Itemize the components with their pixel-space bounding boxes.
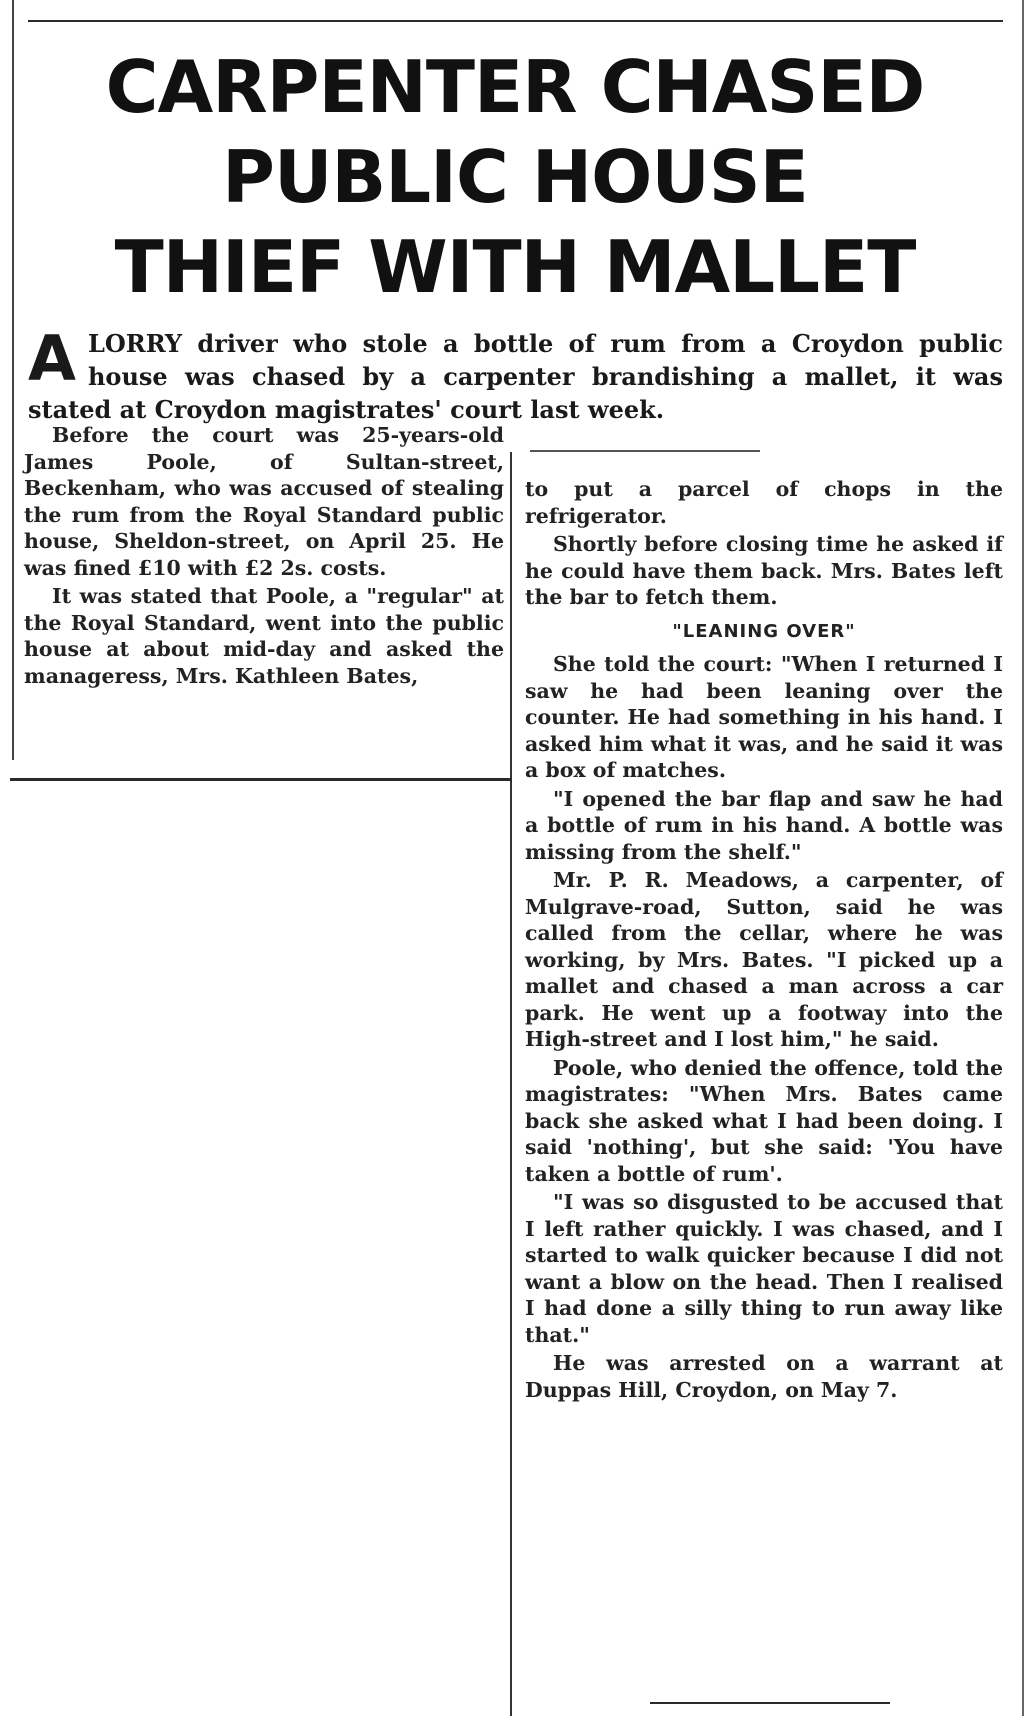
paragraph: "I opened the bar flap and saw he had a bottle of rum in his hand. A bottle was missing from the shelf." [525, 786, 1003, 864]
left-border [12, 0, 14, 760]
intro-paragraph [28, 322, 1003, 426]
right-column [525, 476, 1003, 1405]
paragraph: He was arrested on a warrant at Duppas Hill, Croydon, on May 7. [525, 1351, 1003, 1402]
paragraph: "I was so disgusted to be accused that I left rather quickly. I was chased, and I started to walk quicker because I did not want a blow on the head. Then I realised I had done a silly thing to run away like that." [525, 1190, 1003, 1347]
headline-line-3: THIEF WITH MALLET [114, 225, 916, 309]
headline [20, 42, 1010, 312]
paragraph: Before the court was 25-years-old James Poole, of Sultan-street, Beckenham, who was accused of stealing the rum from the Royal Standard public house, Sheldon-street, on April 25. He was fined £10 with £2 2s. costs. [24, 423, 504, 580]
paragraph: It was stated that Poole, a "regular" at the Royal Standard, went into the public house at about mid-day and asked the manageress, Mrs. Kathleen Bates, [24, 584, 504, 688]
right-page-border [1022, 0, 1024, 1716]
paragraph: She told the court: "When I returned I saw he had been leaning over the counter. He had something in his hand. I asked him what it was, and he said it was a box of matches. [525, 652, 1003, 782]
paragraph: Mr. P. R. Meadows, a carpenter, of Mulgrave-road, Sutton, said he was called from the cellar, where he was working, by Mrs. Bates. "I picked up a mallet and chased a man across a car park. He went up a footway into the High-street and I lost him," he said. [525, 868, 1003, 1051]
column-separator-short [530, 450, 760, 452]
top-rule [28, 20, 1003, 22]
drop-cap: A [28, 322, 76, 395]
paragraph: Shortly before closing time he asked if he could have them back. Mrs. Bates left the bar to fetch them. [525, 532, 1003, 609]
subheading: "LEANING OVER" [672, 620, 856, 642]
headline-line-1: CARPENTER CHASED [105, 45, 925, 129]
left-column [24, 422, 504, 691]
left-column-bottom-rule [10, 778, 512, 781]
headline-line-2: PUBLIC HOUSE [222, 135, 808, 219]
intro-text: LORRY driver who stole a bottle of rum from a Croydon public house was chased by a carpenter brandishing a mallet, it was stated at Croydon magistrates' court last week. [28, 329, 1003, 424]
paragraph: Poole, who denied the offence, told the magistrates: "When Mrs. Bates came back she asked what I had been doing. I said 'nothing', but she said: 'You have taken a bottle of rum'. [525, 1055, 1003, 1186]
paragraph: to put a parcel of chops in the refrigerator. [525, 477, 1003, 528]
article-end-rule [650, 1702, 890, 1704]
column-divider [510, 452, 512, 1716]
